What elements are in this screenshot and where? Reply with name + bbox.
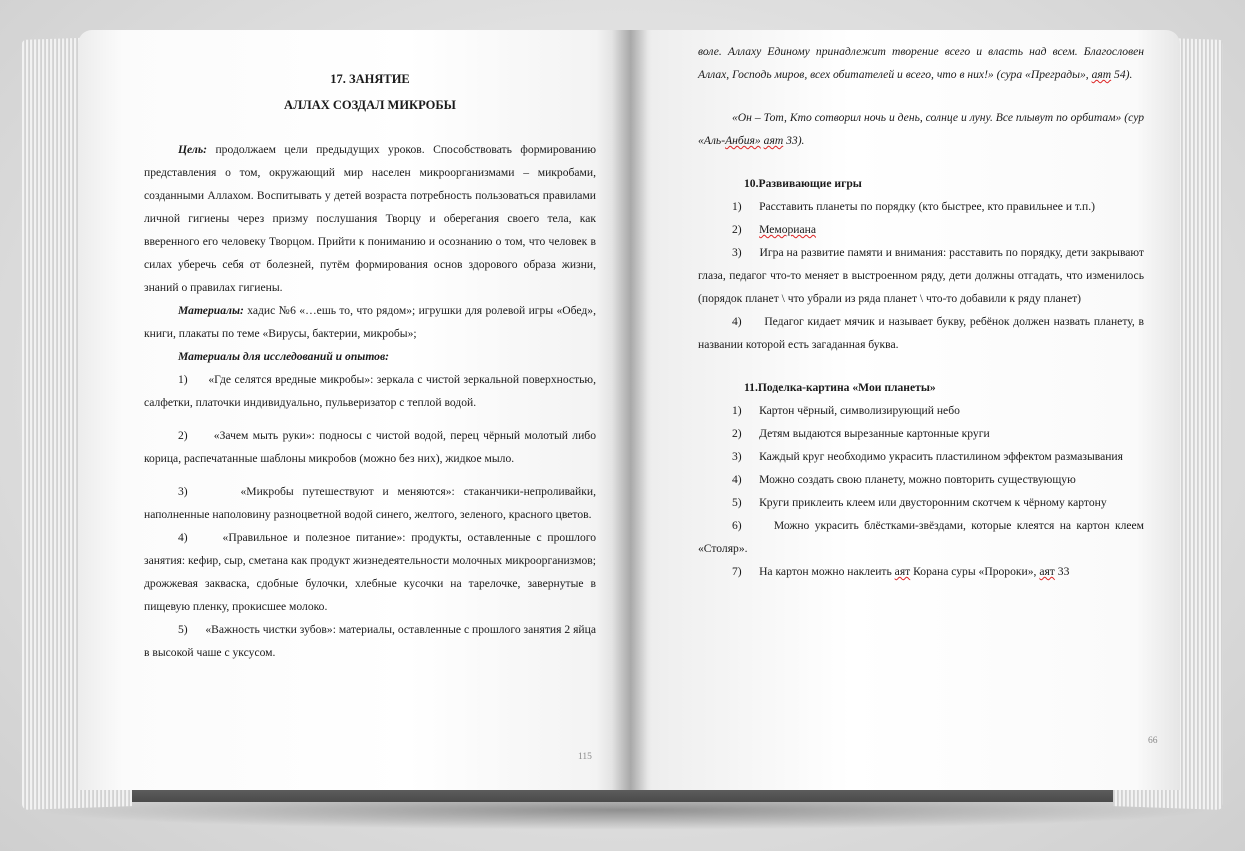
item-ayat-2: аят	[1039, 565, 1055, 578]
list-item	[698, 241, 1144, 310]
item-text: «Зачем мыть руки»: подносы с чистой водой, перец чёрный молотый либо корица, распечатанные шаблоны микробов (можно без них), жидкое мыло.	[144, 429, 596, 465]
section-heading-games: 10.Развивающие игры	[744, 177, 862, 190]
item-number: 3)	[732, 246, 742, 259]
lesson-number: 17. ЗАНЯТИЕ	[330, 72, 410, 86]
quote-text: воле. Аллаху Единому принадлежит творение всего и власть над всем. Благословен Аллах, Господь миров, всех обитателей и всего, что в них!» (сура «Преграды»,	[698, 45, 1144, 81]
quote2-text-end: 33).	[783, 134, 805, 147]
item-number: 6)	[732, 519, 742, 532]
goal-label: Цель:	[178, 143, 207, 156]
lesson-title: АЛЛАХ СОЗДАЛ МИКРОБЫ	[284, 98, 456, 112]
list-item	[698, 195, 1144, 218]
list-item	[144, 526, 596, 618]
book-gutter	[612, 30, 648, 790]
materials-text: хадис №6 «…ешь то, что рядом»; игрушки для ролевой игры «Обед», книги, плакаты по теме «Вирусы, бактерии, микробы»;	[144, 304, 596, 340]
list-item	[144, 424, 596, 470]
item-text: Игра на развитие памяти и внимания: расставить по порядку, дети закрывают глаза, педагог что-то меняет в выстроенном ряду, дети должны отгадать, что изменилось (порядок планет \ что убрали из ряда планет \ что-то добавили к ряду планет)	[698, 246, 1144, 305]
quote2-sura: Анбия»	[725, 134, 761, 147]
quote2-ayat: аят	[763, 134, 784, 147]
item-number: 2)	[178, 429, 188, 442]
list-item	[698, 491, 1144, 514]
left-page-content	[144, 66, 596, 664]
item-text: Можно украсить блёстками-звёздами, которые клеятся на картон клеем «Столяр».	[698, 519, 1145, 555]
list-item	[144, 480, 596, 526]
quote-ayat: аят	[1091, 68, 1112, 81]
list-item	[144, 368, 596, 414]
item-text: Картон чёрный, символизирующий небо	[759, 404, 960, 417]
section-heading-craft: 11.Поделка-картина «Мои планеты»	[744, 381, 936, 394]
materials-label: Материалы:	[178, 304, 244, 317]
item-text: Мемориана	[759, 223, 816, 236]
item-number: 4)	[732, 315, 742, 328]
list-item	[698, 514, 1144, 560]
item-number: 1)	[178, 373, 188, 386]
item-text: Педагог кидает мячик и называет букву, ребёнок должен назвать планету, в названии которой есть загаданная буква.	[698, 315, 1145, 351]
list-item	[144, 618, 596, 664]
list-item	[698, 310, 1144, 356]
item-number: 2)	[732, 427, 742, 440]
research-paragraph	[144, 345, 596, 368]
item-number: 1)	[732, 404, 742, 417]
item-number: 3)	[178, 485, 188, 498]
list-item	[698, 399, 1144, 422]
item-number: 5)	[178, 623, 188, 636]
item-number: 3)	[732, 450, 742, 463]
item-number: 7)	[732, 565, 742, 578]
item-number: 5)	[732, 496, 742, 509]
quote-paragraph	[698, 40, 1144, 86]
page-number: 66	[1148, 736, 1158, 746]
goal-paragraph	[144, 138, 596, 299]
right-page-content	[698, 40, 1144, 583]
item-text: «Где селятся вредные микробы»: зеркала с чистой зеркальной поверхностью, салфетки, платочки индивидуально, пульверизатор с теплой водой.	[144, 373, 596, 409]
list-item	[698, 218, 1144, 241]
item-text: Каждый круг необходимо украсить пластилином эффектом размазывания	[759, 450, 1123, 463]
item-text-end: 33	[1054, 565, 1070, 578]
item-text: «Важность чистки зубов»: материалы, оставленные с прошлого занятия 2 яйца в высокой чаше с уксусом.	[144, 623, 596, 659]
item-text: Детям выдаются вырезанные картонные круги	[759, 427, 990, 440]
page-number: 115	[578, 752, 592, 762]
list-item	[698, 468, 1144, 491]
quote-text-end: 54).	[1111, 68, 1133, 81]
item-text: Расставить планеты по порядку (кто быстрее, кто правильнее и т.п.)	[759, 200, 1095, 213]
item-text-mid: Корана суры «Пророки»,	[910, 565, 1040, 578]
goal-text: продолжаем цели предыдущих уроков. Способствовать формированию представления о том, окружающий мир населен микроорганизмами – микробами, созданными Аллахом. Воспитывать у детей возраста потребность пользоваться правилами личной гигиены через призму послушания Творцу и оберегания своего тела, как вверенного его человеку Творцом. Прийти к пониманию и осознанию о том, что человек в силах уберечь себя от болезней, путём формирования основ здорового образа жизни, знаний о правилах гигиены.	[144, 143, 596, 294]
list-item	[698, 560, 1144, 583]
item-text: «Правильное и полезное питание»: продукты, оставленные с прошлого занятия: кефир, сыр, сметана как продукт жизнедеятельности молочных микроорганизмов; дрожжевая закваска, сдобные булочки, хлебные кусочки на тарелочке, завернутые в пищевую пленку, прокисшее молоко.	[144, 531, 596, 613]
item-ayat: аят	[894, 565, 911, 578]
research-label: Материалы для исследований и опытов:	[178, 350, 390, 363]
materials-paragraph	[144, 299, 596, 345]
left-page	[78, 30, 630, 790]
item-text: «Микробы путешествуют и меняются»: стаканчики-непроливайки, наполненные наполовину разноцветной водой синего, желтого, зеленого, красного цветов.	[144, 485, 596, 521]
right-page	[630, 30, 1180, 790]
item-number: 4)	[732, 473, 742, 486]
quote-paragraph-2	[698, 106, 1144, 152]
item-number: 4)	[178, 531, 188, 544]
item-text: На картон можно наклеить	[759, 565, 895, 578]
item-text: Круги приклеить клеем или двусторонним скотчем к чёрному картону	[759, 496, 1107, 509]
list-item	[698, 445, 1144, 468]
quote2-text: «Он – Тот, Кто сотворил ночь и день, солнце и луну. Все плывут по орбитам» (сур «Аль-	[698, 111, 1144, 147]
item-number: 1)	[732, 200, 742, 213]
list-item	[698, 422, 1144, 445]
item-number: 2)	[732, 223, 742, 236]
item-text: Можно создать свою планету, можно повторить существующую	[759, 473, 1076, 486]
